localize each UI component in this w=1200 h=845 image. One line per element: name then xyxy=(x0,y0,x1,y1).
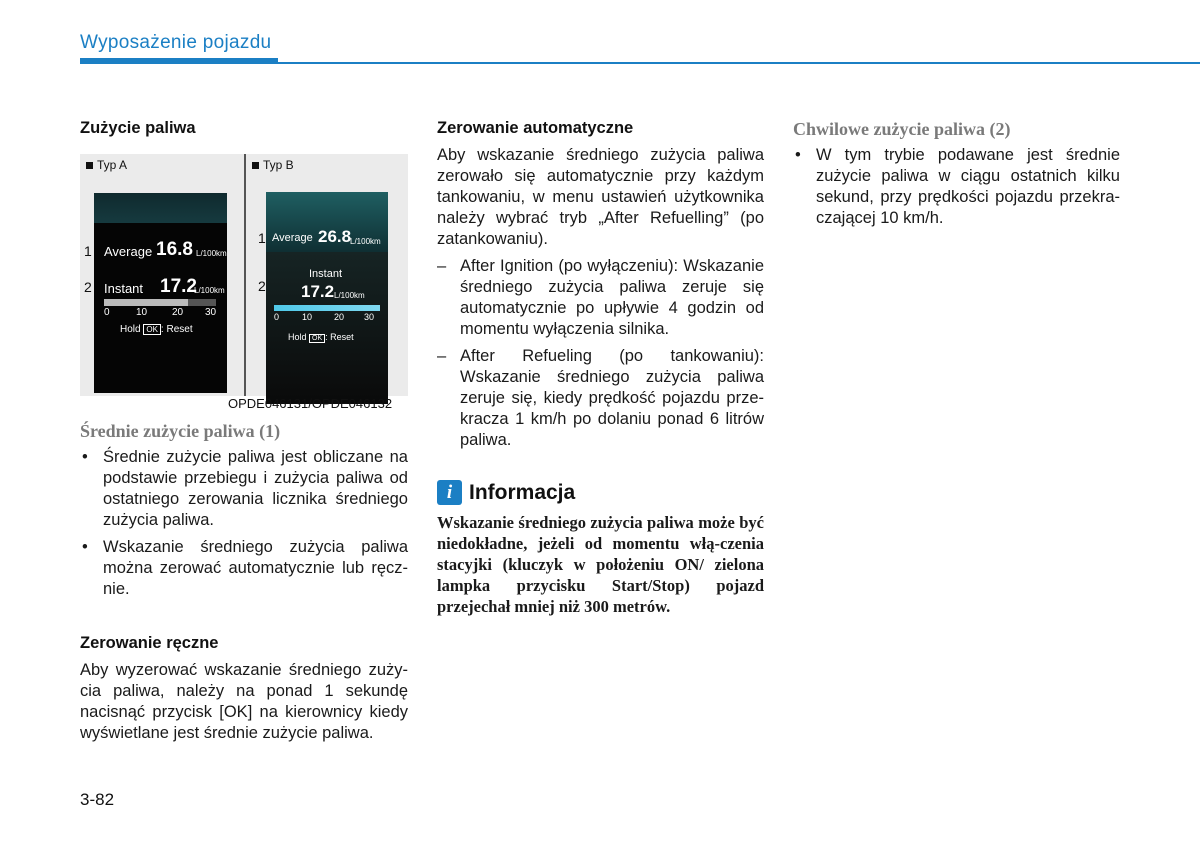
subheading-average-consumption: Średnie zużycie paliwa (1) xyxy=(80,421,281,441)
average-label: Average xyxy=(104,244,153,259)
scale-tick: 30 xyxy=(205,307,217,318)
average-unit: L/100km xyxy=(196,249,227,258)
hold-reset-hint: Hold OK : Reset xyxy=(288,332,354,342)
display-type-b xyxy=(266,192,388,404)
instant-bar xyxy=(104,299,216,306)
callout-2-a: 2 xyxy=(84,279,92,295)
heading-fuel-consumption: Zużycie paliwa xyxy=(80,119,196,137)
scale-tick: 10 xyxy=(136,307,148,318)
list-item: – After Ignition (po wyłączeniu): Wskazanie średniego zużycia paliwa zeruje się automatycznie po upływie 4 godzin od momentu wyłączenia silnika. xyxy=(437,257,764,338)
instant-bar xyxy=(274,305,380,311)
figure-fuel-display xyxy=(80,154,408,396)
instant-value: 17.2 xyxy=(301,282,335,301)
hold-reset-hint: Hold OK : Reset xyxy=(120,324,193,335)
manual-reset-text: Aby wyzerować wskazanie średniego zuży-cia paliwa, należy na ponad 1 sekundę nacisnąć przycisk [OK] na kierownicy kiedy wyświetlane jest średnie zużycie paliwa. xyxy=(80,661,408,742)
figure-label-a: Typ A xyxy=(86,158,127,172)
page-number: 3-82 xyxy=(80,790,115,809)
callout-1-b: 1 xyxy=(258,230,266,246)
section-title: Wyposażenie pojazdu xyxy=(80,32,272,53)
scale-tick: 20 xyxy=(172,307,184,318)
average-label: Average xyxy=(272,232,313,244)
instant-label: Instant xyxy=(104,281,144,296)
figure-label-b: Typ B xyxy=(252,158,294,172)
info-title: Informacja xyxy=(469,481,576,504)
scale-tick: 0 xyxy=(274,312,280,322)
heading-auto-reset: Zerowanie automatyczne xyxy=(437,119,634,137)
heading-manual-reset: Zerowanie ręczne xyxy=(80,634,219,652)
list-item: • W tym trybie podawane jest średnie zużycie paliwa w ciągu ostatnich kilku sekund, przy prędkości pojazdu przekra-czającej 10 km/h. xyxy=(795,146,1120,227)
callout-2-b: 2 xyxy=(258,278,266,294)
auto-reset-text: Aby wskazanie średniego zużycia paliwa zerowało się automatycznie przy każdym tankowaniu, w menu ustawień użytkownika należy wybrać tryb „After Refuelling” (po zatankowaniu). xyxy=(437,146,764,248)
auto-reset-options xyxy=(437,256,764,451)
scale-tick: 10 xyxy=(302,312,313,322)
instant-value: 17.2 xyxy=(160,276,197,297)
figure-divider xyxy=(244,154,246,396)
header-rule-accent xyxy=(80,58,278,64)
average-unit: L/100km xyxy=(350,237,381,246)
info-icon: i xyxy=(437,480,462,505)
figure-code: OPDE046131/OPDE046132 xyxy=(228,396,393,411)
instant-unit: L/100km xyxy=(194,286,225,295)
instant-unit: L/100km xyxy=(334,291,365,300)
list-item: – After Refueling (po tankowaniu): Wskazanie średniego zużycia paliwa zeruje się, kiedy prędkość pojazdu prze-kracza 1 km/h po dolaniu ponad 6 litrów paliwa. xyxy=(437,347,764,449)
list-item: • Wskazanie średniego zużycia paliwa można zerować automatycznie lub ręcz-nie. xyxy=(82,538,408,598)
scale-tick: 20 xyxy=(334,312,345,322)
average-value: 26.8 xyxy=(318,227,352,246)
callout-1-a: 1 xyxy=(84,243,92,259)
scale-tick: 30 xyxy=(364,312,375,322)
average-value: 16.8 xyxy=(156,239,193,260)
average-bullets xyxy=(80,447,408,600)
display-type-a xyxy=(94,193,227,393)
instant-bullets xyxy=(793,145,1120,229)
info-text: Wskazanie średniego zużycia paliwa może być niedokładne, jeżeli od momentu włą-czenia stacyjki (kluczyk w położeniu ON/ zielona lampka przycisku Start/Stop) pojazd przejechał mniej niż 300 metrów. xyxy=(437,513,764,616)
list-item: • Średnie zużycie paliwa jest obliczane na podstawie przebiegu i zużycia paliwa od ostatniego zerowania licznika średniego zużycia paliwa. xyxy=(82,448,408,529)
scale-tick: 0 xyxy=(104,307,110,318)
instant-label: Instant xyxy=(309,268,343,280)
subheading-instant-consumption: Chwilowe zużycie paliwa (2) xyxy=(793,119,1011,139)
